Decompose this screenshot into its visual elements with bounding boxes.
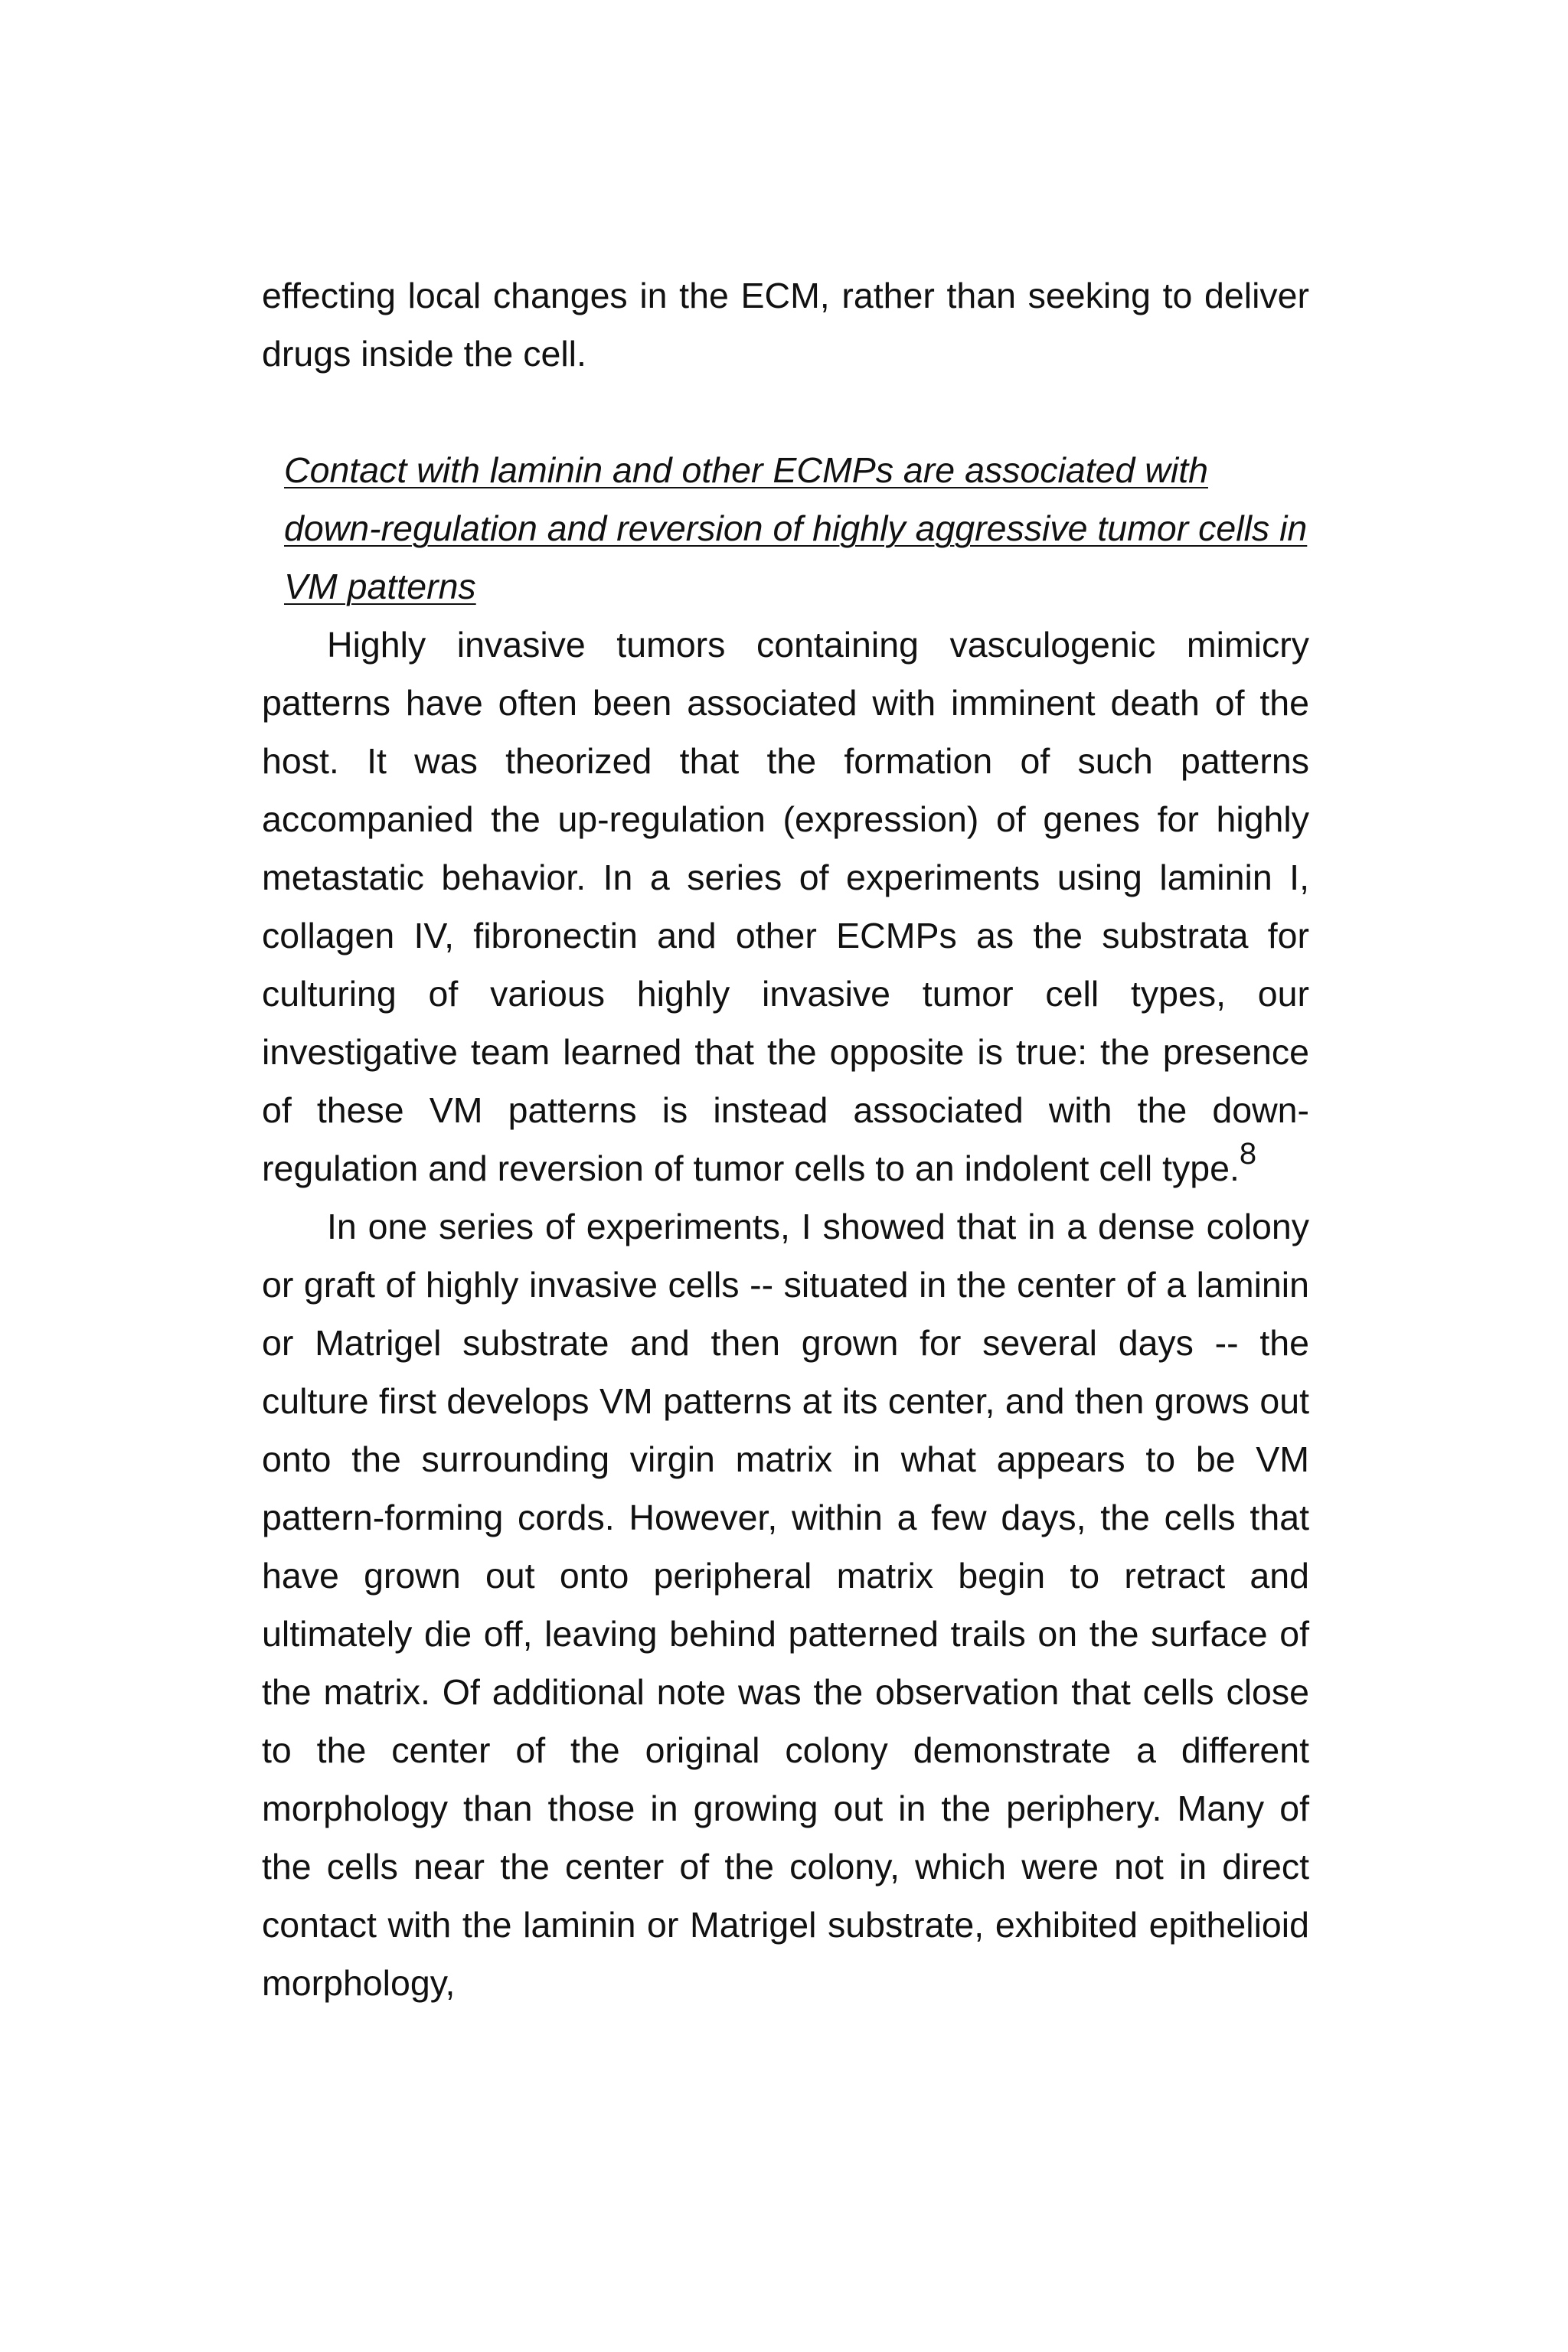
- body-paragraph-2: [262, 1197, 1309, 2012]
- paragraph-2-text: In one series of experiments, I showed that in a dense colony or graft of highly invasive cells -- situated in the center of a laminin or Matrigel substrate and then grown for several days -- the culture first develops VM patterns at its center, and then grows out onto the surrounding virgin matrix in what appears to be VM pattern-forming cords. However, within a few days, the cells that have grown out onto peripheral matrix begin to retract and ultimately die off, leaving behind patterned trails on the surface of the matrix. Of additional note was the observation that cells close to the center of the original colony demonstrate a different morphology than those in growing out in the periphery. Many of the cells near the center of the colony, which were not in direct contact with the laminin or Matrigel substrate, exhibited epithelioid morphology,: [262, 1207, 1309, 2003]
- paragraph-1-text: Highly invasive tumors containing vasculogenic mimicry patterns have often been associated with imminent death of the host. It was theorized that the formation of such patterns accompanied the up-regulation (expression) of genes for highly metastatic behavior. In a series of experiments using laminin I, collagen IV, fibronectin and other ECMPs as the substrata for culturing of various highly invasive tumor cell types, our investigative team learned that the opposite is true: the presence of these VM patterns is instead associated with the down-regulation and reversion of tumor cells to an indolent cell type.: [262, 625, 1309, 1188]
- body-text: [262, 616, 1309, 2012]
- intro-paragraph: [262, 266, 1309, 383]
- body-paragraph-1: [262, 616, 1309, 1197]
- section-heading: Contact with laminin and other ECMPs are associated with down-regulation and reversion of highly aggressive tumor cells in VM patterns: [284, 450, 1308, 606]
- footnote-reference: 8: [1239, 1136, 1257, 1171]
- intro-text: effecting local changes in the ECM, rather than seeking to deliver drugs inside the cell.: [262, 276, 1309, 374]
